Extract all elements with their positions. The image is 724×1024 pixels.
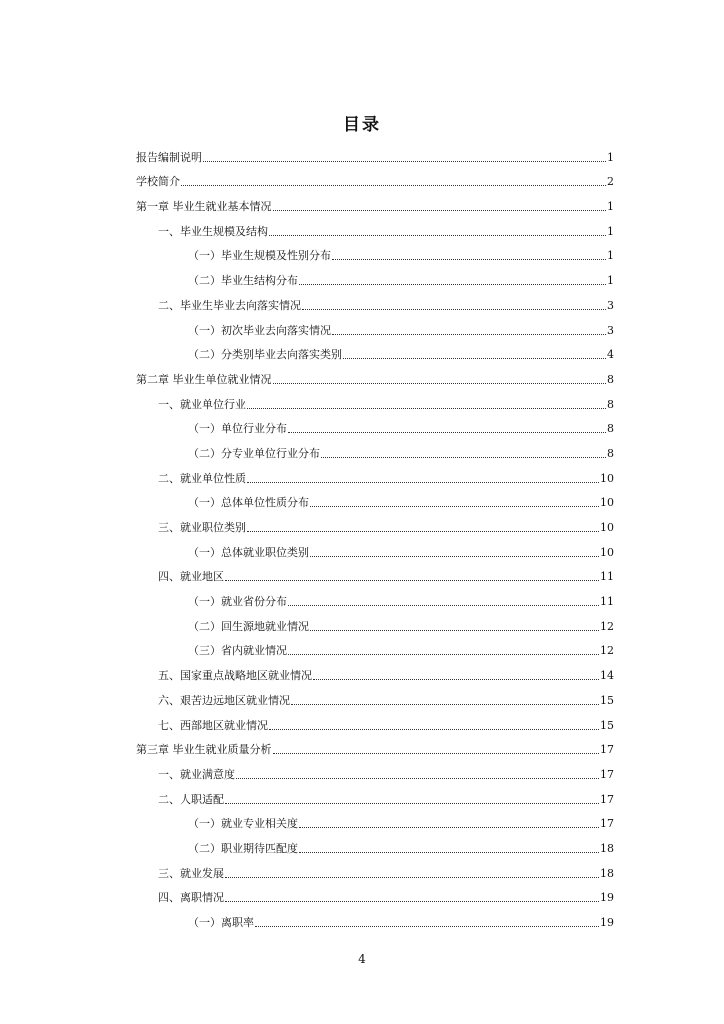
toc-entry[interactable]: [136, 905, 614, 930]
toc-entry[interactable]: [136, 560, 614, 585]
toc-entry-page: 8: [607, 422, 614, 436]
toc-entry-page: 1: [607, 224, 614, 238]
toc-dot-leader: [273, 382, 607, 384]
toc-entry-page: 17: [600, 743, 614, 757]
toc-dot-leader: [310, 555, 599, 557]
toc-entry[interactable]: [136, 807, 614, 832]
toc-entry[interactable]: [136, 510, 614, 535]
toc-entry-page: 4: [607, 348, 614, 362]
toc-entry[interactable]: [136, 535, 614, 560]
toc-entry-page: 19: [600, 916, 614, 929]
toc-dot-leader: [269, 234, 606, 236]
toc-entry-page: 19: [600, 891, 614, 905]
toc-entry-page: 15: [600, 718, 614, 732]
toc-entry-label: 二、人职适配: [158, 792, 224, 806]
toc-entry-page: 17: [600, 817, 614, 831]
toc-entry-label: （一）就业专业相关度: [188, 817, 298, 831]
toc-entry-label: 一、就业满意度: [158, 767, 235, 781]
toc-entry[interactable]: [136, 239, 614, 264]
toc-dot-leader: [255, 925, 599, 927]
toc-dot-leader: [299, 283, 606, 285]
toc-entry[interactable]: [136, 683, 614, 708]
toc-entry[interactable]: [136, 387, 614, 412]
toc-entry-label: （二）回生源地就业情况: [188, 619, 309, 633]
toc-entry-page: 1: [607, 249, 614, 263]
toc-entry[interactable]: [136, 214, 614, 239]
toc-entry-page: 12: [600, 644, 614, 658]
toc-dot-leader: [181, 184, 606, 186]
toc-entry-label: 一、就业单位行业: [158, 397, 246, 411]
toc-entry-page: 10: [600, 496, 614, 510]
toc-entry[interactable]: [136, 436, 614, 461]
toc-entry-page: 3: [607, 323, 614, 337]
toc-dot-leader: [310, 505, 599, 507]
toc-entry-page: 1: [607, 200, 614, 214]
toc-entry-page: 8: [607, 397, 614, 411]
toc-dot-leader: [288, 653, 599, 655]
toc-entry-label: （三）省内就业情况: [188, 644, 287, 658]
toc-dot-leader: [273, 209, 607, 211]
toc-entry-label: （二）职业期待匹配度: [188, 841, 298, 855]
toc-dot-leader: [332, 258, 606, 260]
toc-entry-label: （二）分类别毕业去向落实类别: [188, 348, 342, 362]
toc-title: 目录: [343, 115, 381, 135]
toc-entry-page: 17: [600, 792, 614, 806]
toc-entry-label: 三、就业发展: [158, 866, 224, 880]
toc-entry[interactable]: [136, 313, 614, 338]
toc-dot-leader: [247, 530, 599, 532]
toc-dot-leader: [225, 802, 599, 804]
toc-dot-leader: [269, 728, 599, 730]
toc-entry[interactable]: [136, 461, 614, 486]
toc-entry-page: 18: [600, 841, 614, 855]
toc-entry-label: 一、毕业生规模及结构: [158, 224, 268, 238]
toc-entry[interactable]: [136, 189, 614, 214]
toc-entry-page: 3: [607, 298, 614, 312]
toc-entry-label: 二、就业单位性质: [158, 471, 246, 485]
toc-dot-leader: [313, 678, 599, 680]
toc-entry-page: 14: [600, 669, 614, 683]
toc-entry-page: 10: [600, 545, 614, 559]
toc-entry-label: 学校简介: [136, 175, 180, 189]
toc-entry[interactable]: [136, 338, 614, 363]
toc-entry[interactable]: [136, 165, 614, 190]
toc-dot-leader: [321, 456, 606, 458]
toc-entry-page: 10: [600, 471, 614, 485]
toc-entry-label: （一）总体单位性质分布: [188, 496, 309, 510]
toc-entry-label: （一）就业省份分布: [188, 595, 287, 609]
toc-entry-label: （二）分专业单位行业分布: [188, 446, 320, 460]
toc-entry-label: （一）毕业生规模及性别分布: [188, 249, 331, 263]
toc-dot-leader: [299, 851, 599, 853]
toc-entry-label: （一）离职率: [188, 916, 254, 929]
toc-dot-leader: [203, 160, 606, 162]
toc-entry[interactable]: [136, 658, 614, 683]
toc-entry[interactable]: [136, 412, 614, 437]
toc-entry-page: 11: [600, 595, 614, 609]
toc-dot-leader: [273, 752, 600, 754]
toc-dot-leader: [236, 777, 599, 779]
toc-entry-label: 三、就业职位类别: [158, 521, 246, 534]
toc-entry[interactable]: [136, 856, 614, 881]
toc-dot-leader: [247, 407, 606, 409]
toc-entry-label: 七、西部地区就业情况: [158, 718, 268, 732]
toc-entry-label: （一）总体就业职位类别: [188, 545, 309, 559]
toc-entry[interactable]: [136, 584, 614, 609]
toc-dot-leader: [343, 357, 606, 359]
toc-entry[interactable]: [136, 757, 614, 782]
toc-entry-page: 1: [607, 274, 614, 288]
toc-entry-label: 第一章 毕业生就业基本情况: [136, 200, 272, 214]
toc-entry[interactable]: [136, 634, 614, 659]
toc-entry-page: 15: [600, 693, 614, 707]
toc-entry-page: 2: [607, 175, 614, 189]
toc-entry-page: 17: [600, 767, 614, 781]
toc-entry-page: 18: [600, 866, 614, 880]
toc-entry-page: 1: [607, 150, 614, 164]
toc-entry-label: 第三章 毕业生就业质量分析: [136, 743, 272, 757]
toc-entry[interactable]: [136, 263, 614, 288]
toc-entry[interactable]: [136, 881, 614, 906]
toc-entry[interactable]: [136, 831, 614, 856]
toc-entry-label: （二）毕业生结构分布: [188, 274, 298, 288]
toc-entry-label: 报告编制说明: [136, 150, 202, 164]
toc-entry-page: 10: [600, 521, 614, 534]
toc-entry-label: 四、就业地区: [158, 570, 224, 584]
toc-dot-leader: [225, 579, 599, 581]
toc-dot-leader: [310, 629, 599, 631]
toc-dot-leader: [225, 876, 599, 878]
toc-dot-leader: [225, 900, 599, 902]
toc-entry-label: 六、艰苦边远地区就业情况: [158, 693, 290, 707]
toc-dot-leader: [299, 826, 599, 828]
toc-entry-page: 11: [600, 570, 614, 584]
toc-entry[interactable]: [136, 362, 614, 387]
toc-entry[interactable]: [136, 140, 614, 165]
toc-dot-leader: [291, 703, 599, 705]
toc-entry[interactable]: [136, 782, 614, 807]
toc-entry-page: 8: [607, 372, 614, 386]
toc-entry-label: 四、离职情况: [158, 891, 224, 905]
toc-entry-label: 五、国家重点战略地区就业情况: [158, 669, 312, 683]
toc-entry-label: 二、毕业生毕业去向落实情况: [158, 298, 301, 312]
toc-dot-leader: [247, 481, 599, 483]
toc-dot-leader: [302, 308, 606, 310]
table-of-contents: [136, 140, 614, 930]
toc-entry-page: 8: [607, 446, 614, 460]
toc-dot-leader: [288, 431, 606, 433]
toc-entry[interactable]: [136, 288, 614, 313]
page-number: 4: [358, 952, 366, 966]
toc-entry-label: 第二章 毕业生单位就业情况: [136, 372, 272, 386]
toc-dot-leader: [332, 333, 606, 335]
toc-entry-label: （一）初次毕业去向落实情况: [188, 323, 331, 337]
toc-dot-leader: [288, 604, 599, 606]
toc-entry[interactable]: [136, 708, 614, 733]
toc-entry[interactable]: [136, 609, 614, 634]
toc-entry-page: 12: [600, 619, 614, 633]
toc-entry[interactable]: [136, 486, 614, 511]
toc-entry[interactable]: [136, 733, 614, 758]
toc-entry-label: （一）单位行业分布: [188, 422, 287, 436]
